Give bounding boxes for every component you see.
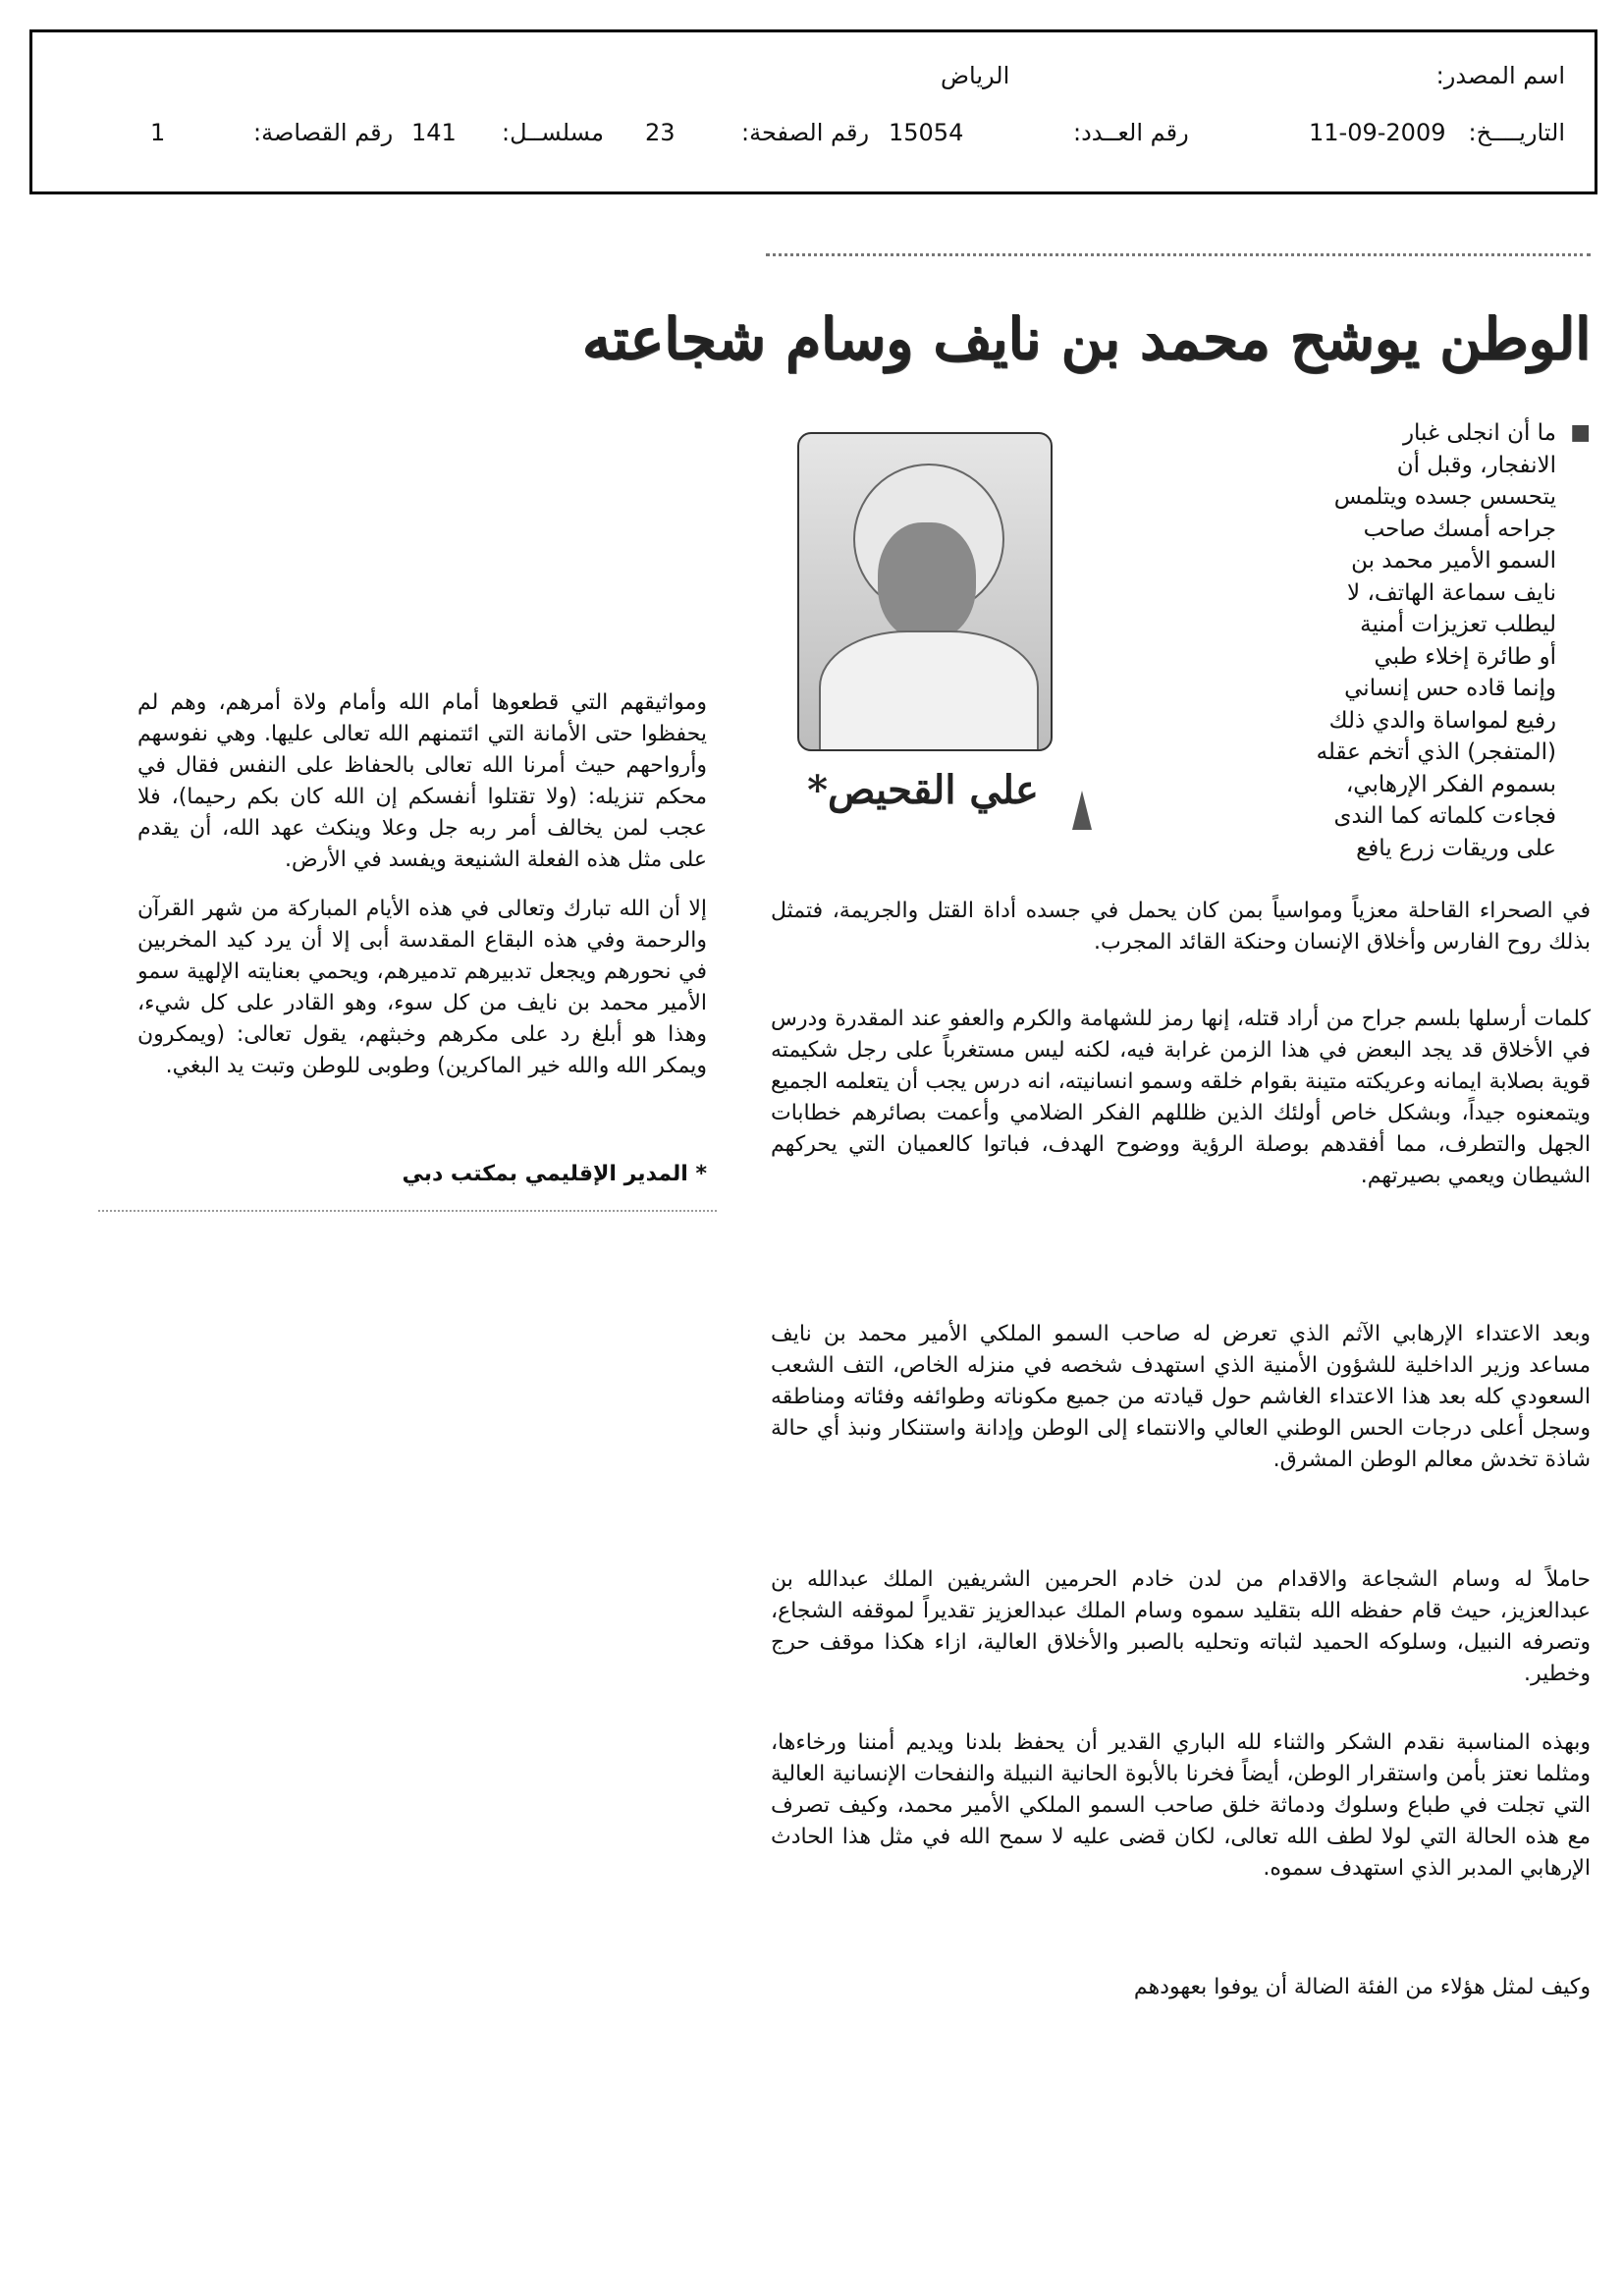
page-value: 23	[645, 119, 676, 146]
face-shape	[878, 522, 976, 640]
shoulders-shape	[819, 630, 1039, 751]
page-label: رقم الصفحة:	[741, 119, 870, 146]
clipping-label: رقم القصاصة:	[253, 119, 394, 146]
date-label: التاريــــخ:	[1468, 119, 1565, 146]
intro-line: ليطلب تعزيزات أمنية	[1360, 612, 1556, 637]
article-paragraph-2: كلمات أرسلها بلسم جراح من أراد قتله، إنها رمز للشهامة والكرم والعفو عند المقدرة ودرس في الأخلاق قد يجد البعض في هذا الزمن غرابة فيه، لكنه ليس مستغرباً على رجل شكيمته قوية بصلابة ايمانه وعريكته متينة بقوام خلقه وسمو انسانيته، انه درس يجب أن يتعلمه الجميع ويتمعنوه جيداً، وبشكل خاص أولئك الذين ظللهم الفكر الضلامي وأعمت بصائرهم خطابات الجهل والتطرف، مما أفقدهم بوصلة الرؤية ووضوح الهدف، فباتوا كالعميان التي يحركهم الشيطان ويعمي بصيرتهم.	[771, 1007, 1591, 1188]
intro-line: ما أن انجلى غبار	[1402, 420, 1556, 446]
intro-line: السمو الأمير محمد بن	[1351, 548, 1556, 574]
author-signature: * المدير الإقليمي بمكتب دبي	[402, 1162, 707, 1186]
serial-value: 141	[411, 119, 457, 146]
issue-label: رقم العــدد:	[1073, 119, 1189, 146]
intro-line: على وريقات زرع يافع	[1356, 835, 1556, 861]
intro-line: بسموم الفكر الإرهابي،	[1345, 771, 1556, 797]
issue-value: 15054	[889, 119, 964, 146]
serial-label: مسلســل:	[502, 119, 604, 146]
intro-line: يتحسس جسده ويتلمس	[1333, 484, 1556, 510]
left-column-paragraph-1: ومواثيقهم التي قطعوها أمام الله وأمام ولاة أمرهم، وهم لم يحفظوا حتى الأمانة التي ائتمنهم الله تعالى عليها. وهي نفوسهم وأرواحهم حيث أمرنا الله تعالى بالحفاظ على النفس فقال في محكم تنزيله: (ولا تقتلوا أنفسكم إن الله كان بكم رحيما)، فلا عجب لمن يخالف أمر ربه جل وعلا وينكث عهد الله، أن يقدم على مثل هذه الفعلة الشنيعة ويفسد في الأرض.	[137, 690, 707, 872]
article-headline: الوطن يوشح محمد بن نايف وسام شجاعته	[581, 305, 1591, 372]
left-column-paragraph-2: إلا أن الله تبارك وتعالى في هذه الأيام المباركة من شهر القرآن والرحمة وفي هذه البقاع المقدسة أبى إلا أن يرد كيد المخربين في نحورهم ويجعل تدبيرهم تدميرهم، ويحمي بعنايته الإلهية سمو الأمير محمد بن نايف من كل سوء، وهو القادر على كل شيء، وهذا هو أبلغ رد على مكرهم وخبثهم، يقول تعالى: (ويمكرون ويمكر الله والله خير الماكرين) وطوبى للوطن وتبت يد البغي.	[137, 897, 707, 1078]
bullet-icon: ■	[1570, 420, 1591, 445]
intro-line: جراحه أمسك صاحب	[1363, 516, 1556, 542]
intro-line: أو طائرة إخلاء طبي	[1374, 643, 1556, 670]
clipping-value: 1	[150, 119, 166, 146]
date-value: 11-09-2009	[1309, 119, 1446, 146]
decorative-spire-icon	[1072, 791, 1092, 830]
headline-top-rule	[766, 253, 1591, 256]
author-photo	[797, 432, 1053, 751]
article-paragraph-3: وبعد الاعتداء الإرهابي الآثم الذي تعرض له صاحب السمو الملكي الأمير محمد بن نايف مساعد وزير الداخلية للشؤون الأمنية الذي استهدف شخصه في منزله الخاص، التف الشعب السعودي كله بعد هذا الاعتداء الغاشم حول قيادته من جميع مكوناته وطوائفه وفئاته ومناطقه وسجل أعلى درجات الحس الوطني العالي والانتماء إلى الوطن وإدانة واستنكار ونبذ أي حالة شاذة تخدش معالم الوطن المشرق.	[771, 1322, 1591, 1472]
source-label: اسم المصدر:	[1435, 62, 1565, 89]
article-paragraph-5: وبهذه المناسبة نقدم الشكر والثناء لله الباري القدير أن يحفظ بلدنا ويديم أمننا ورخاءها، ومثلما نعتز بأمن واستقرار الوطن، أيضاً فخرنا بالأبوة الحانية النبيلة والنفحات الإنسانية العالية التي تجلت في طباع وسلوك ودماثة خلق صاحب السمو الملكي الأمير محمد، وكيف تصرف مع هذه الحالة التي لولا لطف الله تعالى، لكان قضى عليه لا سمح الله في مثل هذا الحادث الإرهابي المدبر الذي استهدف سموه.	[771, 1730, 1591, 1881]
author-byline: علي القحيص*	[807, 767, 1039, 813]
article-paragraph-1: في الصحراء القاحلة معزياً ومواسياً بمن كان يحمل في جسده أداة القتل والجريمة، فتمثل بذلك روح الفارس وأخلاق الإنسان وحنكة القائد المجرب.	[771, 899, 1591, 955]
article-paragraph-6: وكيف لمثل هؤلاء من الفئة الضالة أن يوفوا بعهودهم	[1133, 1975, 1591, 1999]
intro-line: فجاءت كلماته كما الندى	[1333, 803, 1556, 829]
article-paragraph-4: حاملاً له وسام الشجاعة والاقدام من لدن خادم الحرمين الشريفين الملك عبدالله بن عبدالعزيز، حيث قام حفظه الله بتقليد سموه وسام الملك عبدالعزيز تقديراً لموقفه الشجاع، وتصرفه النبيل، وسلوكه الحميد لثباته وتحليه بالصبر والأخلاق العالية، ازاء هكذا موقف حرج وخطير.	[771, 1567, 1591, 1686]
clipping-header	[29, 29, 1597, 194]
source-value: الرياض	[941, 62, 1010, 89]
intro-line: وإنما قاده حس إنساني	[1344, 676, 1556, 701]
intro-line: نايف سماعة الهاتف، لا	[1347, 579, 1556, 606]
intro-line: رفيع لمواساة والدي ذلك	[1328, 707, 1556, 734]
left-column-bottom-rule	[98, 1210, 717, 1212]
intro-line: الانفجار، وقبل أن	[1396, 452, 1556, 478]
intro-line: (المتفجر) الذي أتخم عقله	[1316, 739, 1556, 765]
